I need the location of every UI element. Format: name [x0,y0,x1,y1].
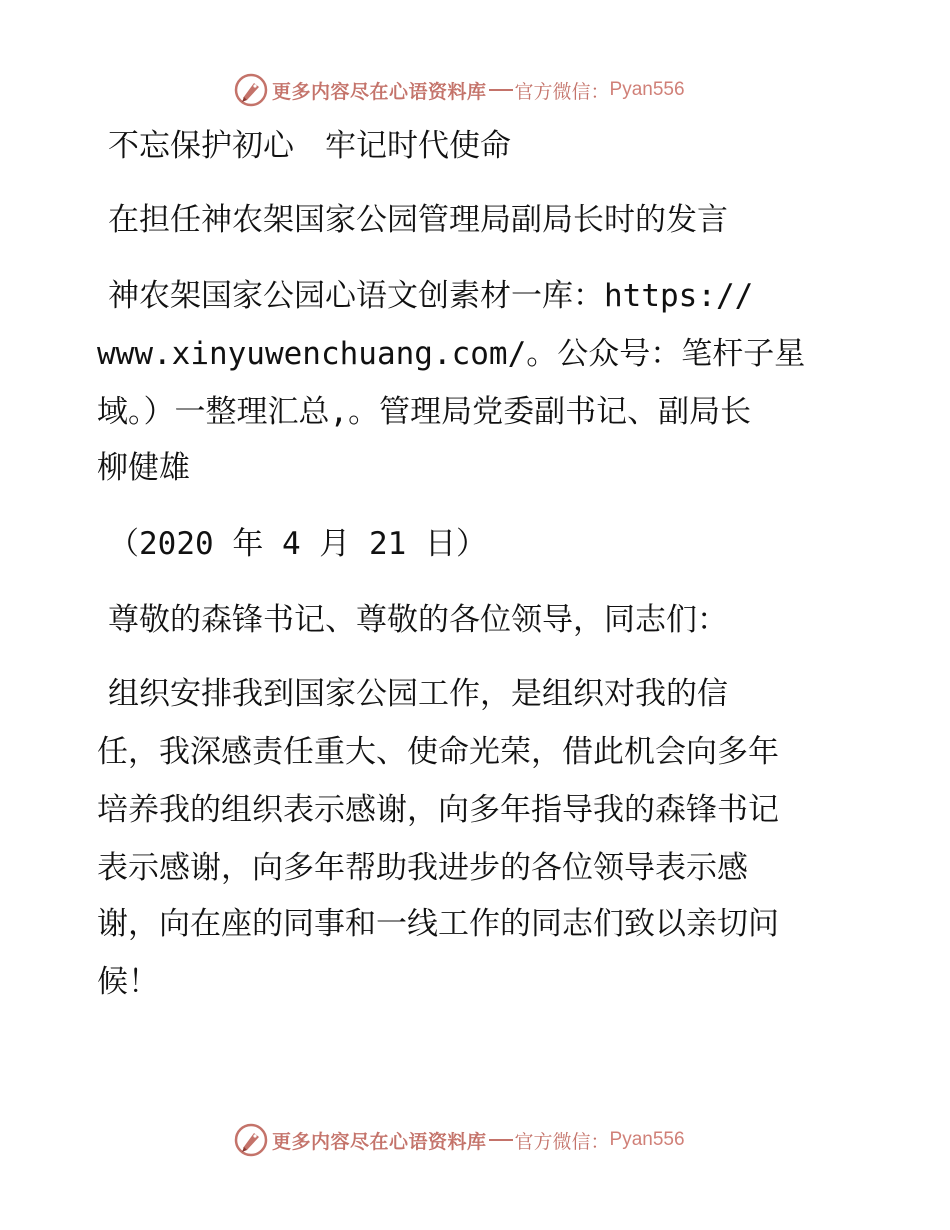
source-line: 域。）一整理汇总,。管理局党委副书记、副局长 [97,394,752,430]
footer-wechat-id: Pyan556 [609,1129,685,1150]
header-banner [234,72,685,108]
header-banner-dash [489,89,513,91]
header-banner-text: 更多内容尽在心语资料库 [272,80,487,103]
document-title: 不忘保护初心 牢记时代使命 [108,128,511,164]
source-line: 神农架国家公园心语文创素材一库：https:// [108,278,754,314]
document-subtitle: 在担任神农架国家公园管理局副局长时的发言 [108,202,728,238]
body-line: 组织安排我到国家公园工作，是组织对我的信 [108,676,728,712]
header-wechat-id: Pyan556 [609,79,685,100]
header-wechat-label: 官方微信： [514,80,610,103]
pen-nib-logo-icon [234,73,268,107]
footer-wechat-label: 官方微信： [514,1130,610,1153]
salutation: 尊敬的森锋书记、尊敬的各位领导，同志们： [108,602,728,638]
body-line: 任，我深感责任重大、使命光荣，借此机会向多年 [97,734,779,770]
footer-banner-dash [489,1139,513,1141]
source-line: www.xinyuwenchuang.com/。公众号：笔杆子星 [97,336,806,372]
body-line: 表示感谢，向多年帮助我进步的各位领导表示感 [97,850,748,886]
speech-date: （2020 年 4 月 21 日） [108,526,487,562]
body-line: 候！ [97,964,159,1000]
footer-banner [234,1122,685,1158]
footer-banner-text: 更多内容尽在心语资料库 [272,1130,487,1153]
pen-nib-logo-icon [234,1123,268,1157]
author-name: 柳健雄 [97,450,190,486]
body-line: 谢，向在座的同事和一线工作的同志们致以亲切问 [97,906,779,942]
body-line: 培养我的组织表示感谢，向多年指导我的森锋书记 [97,792,779,828]
